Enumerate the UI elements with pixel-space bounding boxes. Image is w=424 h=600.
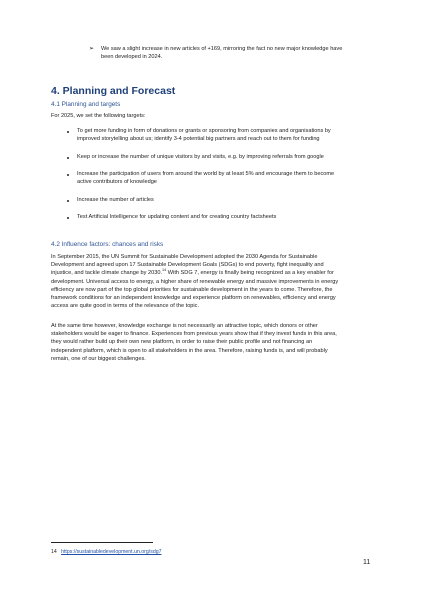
bullet-dot-icon — [67, 217, 69, 219]
target-item-line: Test Artificial Intelligence for updating content and for creating country factsheets — [77, 214, 277, 220]
subsection-title-4-1: 4.1 Planning and targets — [51, 101, 121, 108]
paragraph-line: they would rather build up their own new platform, in order to raise their public profile and not financing an — [51, 339, 313, 346]
paragraph-line: framework conditions for an independent knowledge and experience platform on renewables, efficiency and energy — [51, 295, 336, 302]
targets-intro: For 2025, we set the following targets: — [51, 113, 146, 119]
paragraph-line: Development and agreed upon 17 Sustainable Development Goals (SDGs) to end poverty, fight inequality and — [51, 262, 324, 269]
target-item — [77, 213, 377, 221]
subsection-title-4-2: 4.2 Influence factors: chances and risks — [51, 241, 164, 248]
bullet-dot-icon — [67, 200, 69, 202]
paragraph-line: development. Universal access to energy, a higher share of renewable energy and massive improvements in energy — [51, 278, 339, 285]
top-bullet-line: We saw a slight increase in new articles of +169, mirroring the fact no new major knowledge have — [101, 46, 343, 52]
top-bullet-text — [101, 45, 391, 61]
target-item-line: active contributors of knowledge — [77, 179, 157, 186]
target-item-line: improved storytelling about us; identify 3-4 potential big partners and reach out to them for funding — [77, 136, 320, 143]
footnote-number: 14 — [51, 549, 57, 555]
page-number: 11 — [363, 559, 371, 566]
footnote-separator — [51, 542, 153, 543]
paragraph-line: At the same time however, knowledge exchange is not necessarily an attractive topic, which donors or other — [51, 323, 318, 329]
target-item-line: To get more funding in form of donations or grants or sponsoring from companies and organisations by — [77, 128, 331, 134]
paragraph-text: With SDG 7, energy is finally being recognized as a key enabler for — [166, 270, 334, 277]
footnote-reference[interactable]: 14 — [162, 268, 167, 273]
section-title: 4. Planning and Forecast — [51, 85, 176, 97]
paragraph-line: efficiency are now part of the top global priorities for sustainable development in the years to come. Therefore, the — [51, 286, 333, 293]
target-item — [77, 170, 377, 186]
target-item-line: Increase the participation of users from around the world by at least 5% and encourage them to become — [77, 171, 335, 177]
bullet-dot-icon — [67, 157, 69, 159]
footnote-link[interactable]: https://sustainabledevelopment.un.org/sdg7 — [61, 549, 162, 555]
footnote — [51, 549, 161, 556]
target-item-line: Increase the number of articles — [77, 197, 154, 203]
top-bullet-line: been developed in 2024. — [101, 54, 163, 61]
paragraph-text: injustice, and tackle climate change by 2030. — [51, 270, 163, 277]
paragraph-line: In September 2015, the UN Summit for Sustainable Development adopted the 2030 Agenda for Sustainable — [51, 254, 318, 260]
paragraph-line: stakeholders would be eager to finance. Experiences from previous years show that if they invest funds in this area, — [51, 331, 337, 338]
bullet-dot-icon — [67, 131, 69, 133]
paragraph-line: independent platform, which is open to all stakeholders in the area. Therefore, raising funds is, and will probably — [51, 347, 328, 354]
paragraph-line: remain, one of our biggest challenges. — [51, 355, 146, 362]
arrow-bullet-icon: ➢ — [89, 46, 95, 52]
paragraph-funding — [51, 322, 381, 363]
paragraph-sdg — [51, 253, 381, 310]
paragraph-line — [51, 269, 381, 277]
paragraph-line: access are quite good in terms of the relevance of the topic. — [51, 303, 200, 310]
target-item — [77, 127, 377, 143]
bullet-dot-icon — [67, 174, 69, 176]
target-item-line: Keep or increase the number of unique visitors by and visits, e.g. by improving referrals from google — [77, 154, 324, 160]
target-item — [77, 196, 377, 204]
target-item — [77, 153, 377, 161]
